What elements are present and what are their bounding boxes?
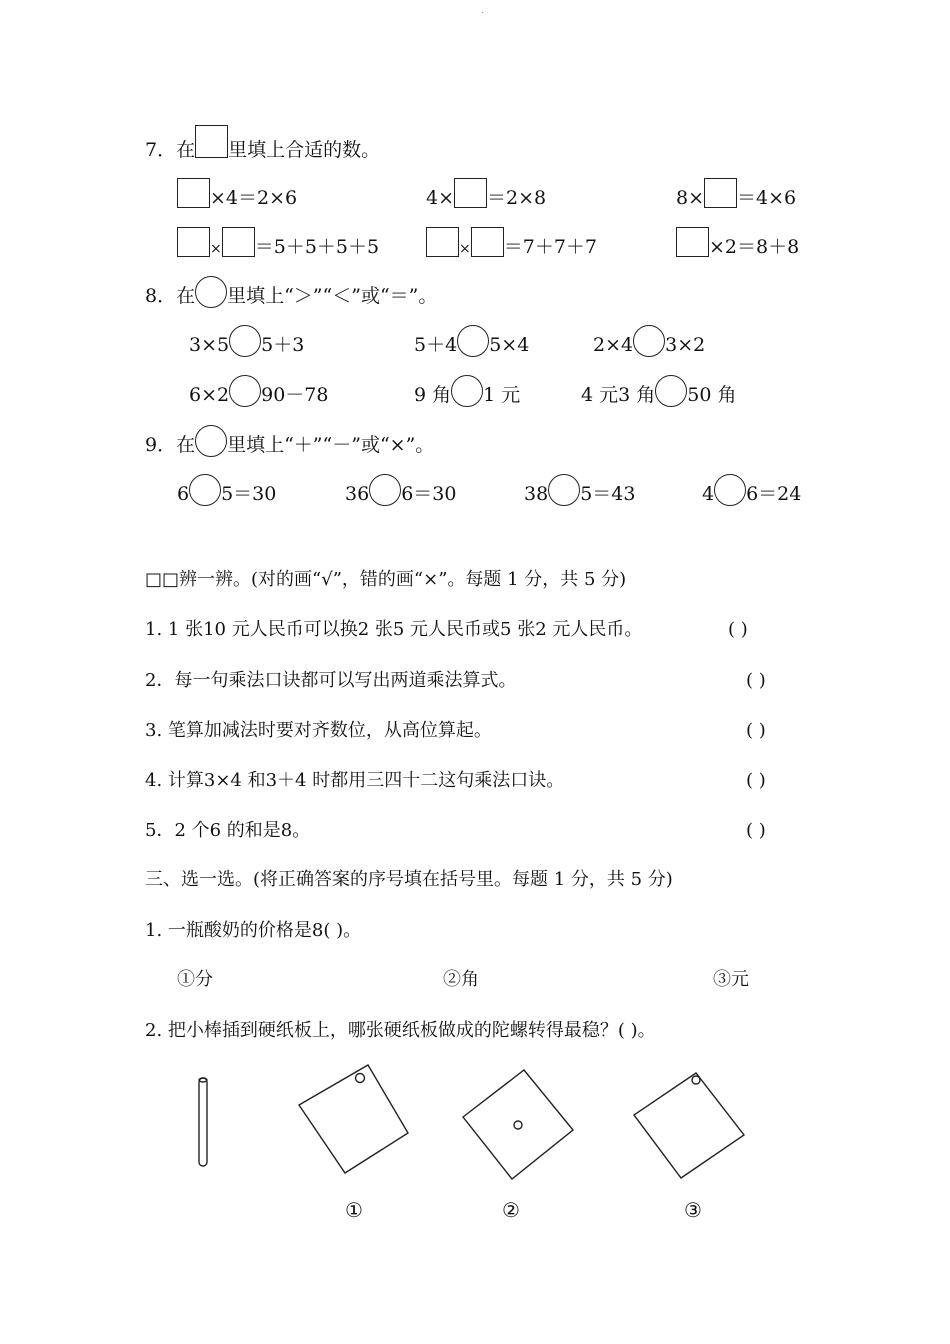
section3-q2: 2. 把小棒插到硬纸板上，哪张硬纸板做成的陀螺转得最稳？( )。 <box>145 1020 656 1041</box>
cardboard-option-3-icon[interactable] <box>634 1073 744 1178</box>
section2-item2: 2．每一句乘法口诀都可以写出两道乘法算式。 <box>145 670 517 691</box>
cardboard-option-1-icon[interactable] <box>299 1065 408 1173</box>
q7-row2-item1-expr: ＝5＋5＋5＋5 <box>254 236 380 258</box>
stick-icon <box>199 1078 207 1166</box>
q8-r2i1-left: 6×2 <box>189 384 230 406</box>
q8-r1i1-left: 3×5 <box>189 334 230 356</box>
q8-r1i3-right: 3×2 <box>665 334 706 356</box>
q8-suffix: 里填上“＞”“＜”或“＝”。 <box>227 285 438 307</box>
q8-r2i1-right: 90－78 <box>261 384 329 406</box>
q9-i2-left: 36 <box>345 483 370 505</box>
q7-row1-item1-expr: ×4＝2×6 <box>210 187 298 209</box>
section2-item4: 4. 计算3×4 和3＋4 时都用三四十二这句乘法口诀。 <box>145 770 565 791</box>
section3-title: 三、选一选。(将正确答案的序号填在括号里。每题 1 分，共 5 分) <box>145 869 673 890</box>
q9-suffix: 里填上“＋”“－”或“×”。 <box>227 434 435 456</box>
figure-label-2: ② <box>502 1198 520 1222</box>
q8-r1i2-right: 5×4 <box>489 334 530 356</box>
q7-row2-item2-expr: ＝7＋7＋7 <box>503 236 597 258</box>
q7-row2-item3-expr: ×2＝8＋8 <box>709 236 800 258</box>
q7-row1-item3-expr: ＝4×6 <box>737 187 797 209</box>
option-3[interactable]: ③元 <box>713 969 749 990</box>
q9-prefix: 9．在 <box>145 434 196 456</box>
answer-paren[interactable]: ( ) <box>746 820 766 841</box>
q8-prefix: 8．在 <box>145 285 196 307</box>
q9-i3-right: 5＝43 <box>580 483 636 505</box>
answer-paren[interactable]: ( ) <box>746 670 766 691</box>
q8-r2i2-left: 9 角 <box>414 384 452 406</box>
section2-item3: 3. 笔算加减法时要对齐数位，从高位算起。 <box>145 720 492 741</box>
q8-r1i1-right: 5＋3 <box>261 334 305 356</box>
q8-r1i3-left: 2×4 <box>593 334 634 356</box>
figure-label-1: ① <box>345 1198 363 1222</box>
q9-i4-left: 4 <box>702 483 715 505</box>
q7-row1-item2-lead: 4× <box>426 187 455 209</box>
option-1[interactable]: ①分 <box>177 969 213 990</box>
q7-row2-item1-times: × <box>210 241 222 257</box>
answer-paren[interactable]: ( ) <box>746 720 766 741</box>
q9-i3-left: 38 <box>524 483 549 505</box>
q9-i1-left: 6 <box>177 483 190 505</box>
q8-r1i2-left: 5＋4 <box>414 334 458 356</box>
q9-i2-right: 6＝30 <box>401 483 457 505</box>
q7-row2-item2-times: × <box>459 241 471 257</box>
q7-prefix: 7．在 <box>145 139 196 161</box>
section3-q1: 1. 一瓶酸奶的价格是8( )。 <box>145 920 362 941</box>
q8-r2i3-left: 4 元3 角 <box>581 384 656 406</box>
cardboard-option-2-icon[interactable] <box>463 1070 573 1179</box>
answer-paren[interactable]: ( ) <box>728 619 748 640</box>
q7-suffix: 里填上合适的数。 <box>228 139 381 161</box>
q9-i4-right: 6＝24 <box>746 483 802 505</box>
section2-item5: 5．2 个6 的和是8。 <box>145 820 311 841</box>
q7-row1-item3-lead: 8× <box>676 187 705 209</box>
q7-row1-item2-expr: ＝2×8 <box>487 187 547 209</box>
q8-r2i2-right: 1 元 <box>483 384 521 406</box>
q9-i1-right: 5＝30 <box>221 483 277 505</box>
section2-title: □□辨一辨。(对的画“√”，错的画“×”。每题 1 分，共 5 分) <box>145 569 627 590</box>
figure-label-3: ③ <box>684 1198 702 1222</box>
header-mark: . <box>481 6 484 15</box>
answer-paren[interactable]: ( ) <box>746 770 766 791</box>
option-2[interactable]: ②角 <box>443 969 479 990</box>
section2-item1: 1. 1 张10 元人民币可以换2 张5 元人民币或5 张2 元人民币。 <box>145 619 643 640</box>
q8-r2i3-right: 50 角 <box>687 384 737 406</box>
